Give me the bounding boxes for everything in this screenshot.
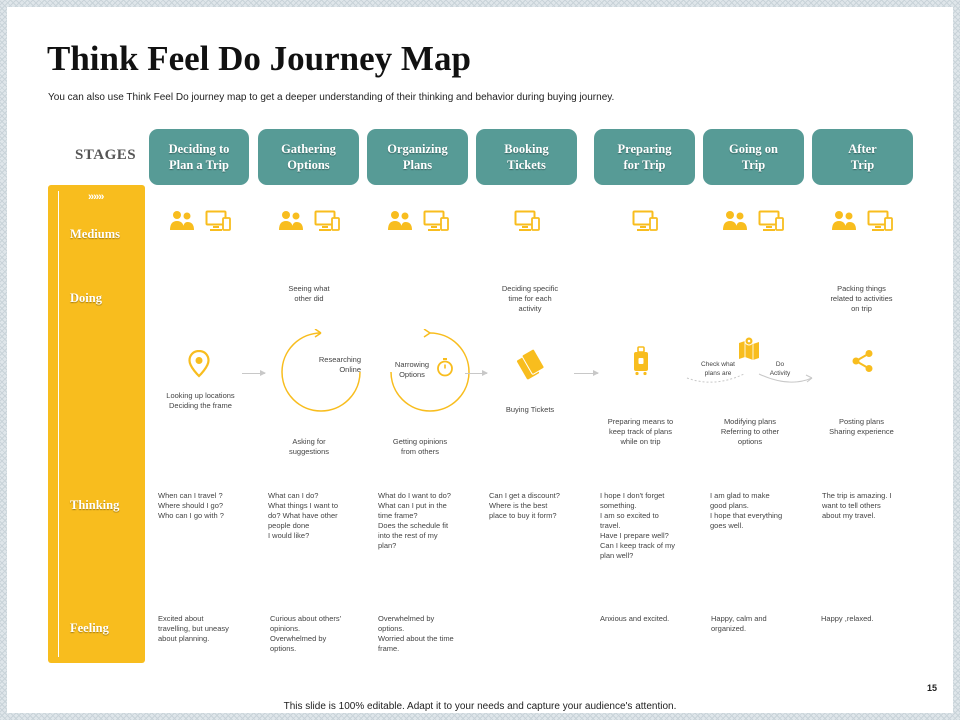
computer-icon	[205, 210, 231, 232]
text-line: Looking up locations	[166, 391, 235, 400]
stage-label: for Trip	[623, 158, 666, 172]
people-icon	[169, 210, 195, 232]
people-icon	[278, 210, 304, 232]
stage-label: Preparing	[617, 142, 672, 156]
doing-gathering-bottom	[274, 437, 344, 457]
stage-booking	[476, 129, 577, 185]
text-line: Where is the best	[489, 501, 548, 510]
text-line: Do	[775, 361, 785, 368]
stage-label: Going on	[729, 142, 778, 156]
text-line: plan?	[378, 541, 397, 550]
stage-label: After	[848, 142, 877, 156]
text-line: people done	[268, 521, 310, 530]
text-line: about planning.	[158, 634, 210, 643]
doing-going-mid	[710, 417, 790, 447]
stage-organizing	[367, 129, 468, 185]
text-line: Online	[339, 365, 361, 374]
doing-preparing-mid	[598, 417, 683, 447]
text-line: When can I travel ?	[158, 491, 223, 500]
text-line: I hope that everything	[710, 511, 783, 520]
text-line: I would like?	[268, 531, 310, 540]
text-line: Overwhelmed by	[378, 614, 435, 623]
text-line: Check what	[701, 361, 735, 368]
computer-icon	[632, 210, 658, 232]
text-line: into the rest of my	[378, 531, 438, 540]
text-line: good plans.	[710, 501, 749, 510]
computer-icon	[514, 210, 540, 232]
location-pin-icon	[188, 350, 210, 378]
text-line: Researching	[318, 355, 361, 364]
feeling-gathering	[270, 614, 365, 654]
arrow-2	[465, 373, 487, 374]
text-line: Worried about the time	[378, 634, 454, 643]
computer-icon	[867, 210, 893, 232]
text-line: I hope I don't forget	[600, 491, 665, 500]
mediums-organizing	[387, 210, 449, 232]
mediums-going	[722, 210, 784, 232]
text-line: related to activities	[830, 294, 893, 303]
doing-gathering-arc	[289, 355, 361, 375]
text-line: on trip	[851, 304, 872, 313]
text-line: from others	[401, 447, 439, 456]
side-inner	[58, 191, 143, 657]
stages-label: STAGES	[75, 147, 137, 163]
text-line: Happy, calm and	[711, 614, 767, 623]
doing-going-left	[696, 360, 740, 378]
text-line: goes well.	[710, 521, 744, 530]
text-line: want to tell others	[822, 501, 881, 510]
thinking-booking	[489, 491, 581, 521]
doing-gathering-top	[269, 284, 349, 304]
text-line: frame.	[378, 644, 400, 653]
text-line: plans are	[704, 370, 732, 377]
text-line: opinions.	[270, 624, 301, 633]
stopwatch-icon	[436, 357, 454, 377]
stage-label: Tickets	[507, 158, 546, 172]
share-icon	[851, 349, 875, 373]
text-line: Referring to other	[720, 427, 780, 436]
doing-booking-top	[485, 284, 575, 314]
feeling-deciding	[158, 614, 258, 644]
mediums-deciding	[169, 210, 231, 232]
stage-label: Gathering	[281, 142, 336, 156]
mediums-booking	[514, 210, 540, 232]
text-line: travel.	[600, 521, 621, 530]
text-line: Options	[399, 370, 425, 379]
stage-deciding	[149, 129, 249, 185]
stage-label: Trip	[850, 158, 875, 172]
text-line: Deciding specific	[501, 284, 559, 293]
thinking-gathering	[268, 491, 360, 541]
text-line: Overwhelmed by	[270, 634, 327, 643]
text-line: about my travel.	[822, 511, 876, 520]
doing-organizing-arc	[387, 360, 437, 380]
text-line: I am so excited to	[600, 511, 659, 520]
text-line: Packing things	[837, 284, 886, 293]
row-label-feeling: Feeling	[70, 621, 109, 635]
text-line: do? What have other	[268, 511, 338, 520]
stage-label: Trip	[741, 158, 766, 172]
people-icon	[722, 210, 748, 232]
text-line: Happy ,relaxed.	[821, 614, 874, 623]
people-icon	[831, 210, 857, 232]
row-labels-bar	[48, 185, 145, 663]
stage-label: Organizing	[387, 142, 448, 156]
stage-label: Plans	[402, 158, 433, 172]
luggage-icon	[632, 346, 650, 376]
stage-after	[812, 129, 913, 185]
text-line: Deciding the frame	[169, 401, 232, 410]
text-line: Getting opinions	[392, 437, 448, 446]
text-line: Narrowing	[394, 360, 430, 369]
text-line: Sharing experience	[829, 427, 894, 436]
stage-preparing	[594, 129, 695, 185]
page-title: Think Feel Do Journey Map	[47, 39, 471, 78]
arrow-3	[574, 373, 598, 374]
text-line: while on trip	[620, 437, 661, 446]
text-line: place to buy it form?	[489, 511, 557, 520]
text-line: Posting plans	[838, 417, 885, 426]
text-line: What can I put in the	[378, 501, 447, 510]
text-line: Preparing means to	[607, 417, 674, 426]
text-line: plan well?	[600, 551, 634, 560]
doing-booking-mid: Buying Tickets	[505, 405, 555, 414]
text-line: Have I prepare well?	[600, 531, 669, 540]
text-line: Activity	[769, 370, 791, 377]
computer-icon	[314, 210, 340, 232]
thinking-going	[710, 491, 805, 531]
row-label-thinking: Thinking	[70, 498, 120, 512]
doing-deciding-mid	[153, 391, 248, 411]
stage-going	[703, 129, 804, 185]
stage-gathering	[258, 129, 359, 185]
mediums-after	[831, 210, 893, 232]
text-line: Seeing what	[288, 284, 330, 293]
mediums-preparing	[632, 210, 658, 232]
text-line: Modifying plans	[723, 417, 777, 426]
row-label-doing: Doing	[70, 291, 102, 305]
text-line: travelling, but uneasy	[158, 624, 229, 633]
mediums-gathering	[278, 210, 340, 232]
stage-label: Options	[287, 158, 330, 172]
text-line: organized.	[711, 624, 747, 633]
text-line: Anxious and excited.	[600, 614, 670, 623]
text-line: options.	[378, 624, 405, 633]
people-icon	[387, 210, 413, 232]
text-line: Where should I go?	[158, 501, 224, 510]
doing-going-right	[762, 360, 798, 378]
text-line: Asking for	[292, 437, 326, 446]
text-line: What things I want to	[268, 501, 339, 510]
text-line: suggestions	[288, 447, 330, 456]
thinking-preparing	[600, 491, 695, 561]
text-line: activity	[518, 304, 542, 313]
text-line: keep track of plans	[609, 427, 672, 436]
feeling-preparing	[600, 614, 695, 624]
text-line: other did	[294, 294, 324, 303]
subtitle: You can also use Think Feel Do journey map to get a deeper understanding of their thinking and behavior during buying journey.	[48, 92, 615, 103]
stage-label: Deciding to	[168, 142, 230, 156]
map-icon	[738, 335, 760, 361]
text-line: Curious about others'	[270, 614, 342, 623]
text-line: options	[737, 437, 763, 446]
tickets-icon	[513, 347, 549, 381]
feeling-going	[711, 614, 806, 634]
text-line: Can I keep track of my	[600, 541, 676, 550]
text-line: time frame?	[378, 511, 418, 520]
text-line: options.	[270, 644, 297, 653]
page-number: 15	[926, 683, 937, 693]
row-label-mediums: Mediums	[70, 227, 120, 241]
slide	[7, 7, 953, 713]
arrow-1	[242, 373, 265, 374]
text-line: What do I want to do?	[378, 491, 451, 500]
feeling-organizing	[378, 614, 473, 654]
chevrons-icon: »»»	[88, 191, 104, 203]
thinking-organizing	[378, 491, 470, 551]
text-line: What can I do?	[268, 491, 319, 500]
text-line: Does the schedule fit	[378, 521, 449, 530]
thinking-deciding	[158, 491, 250, 521]
text-line: The trip is amazing. I	[822, 491, 892, 500]
thinking-after	[822, 491, 917, 521]
text-line: Can I get a discount?	[489, 491, 560, 500]
text-line: time for each	[508, 294, 552, 303]
computer-icon	[758, 210, 784, 232]
text-line: I am glad to make	[710, 491, 770, 500]
text-line: Who can I go with ?	[158, 511, 224, 520]
footer-note: This slide is 100% editable. Adapt it to your needs and capture your audience's attention.	[283, 701, 677, 712]
doing-after-top	[819, 284, 904, 314]
doing-after-mid	[819, 417, 904, 437]
doing-organizing-bottom	[380, 437, 460, 457]
feeling-after	[821, 614, 916, 624]
text-line: something.	[600, 501, 637, 510]
stage-label: Booking	[504, 142, 549, 156]
text-line: Excited about	[158, 614, 204, 623]
computer-icon	[423, 210, 449, 232]
stage-label: Plan a Trip	[169, 158, 229, 172]
